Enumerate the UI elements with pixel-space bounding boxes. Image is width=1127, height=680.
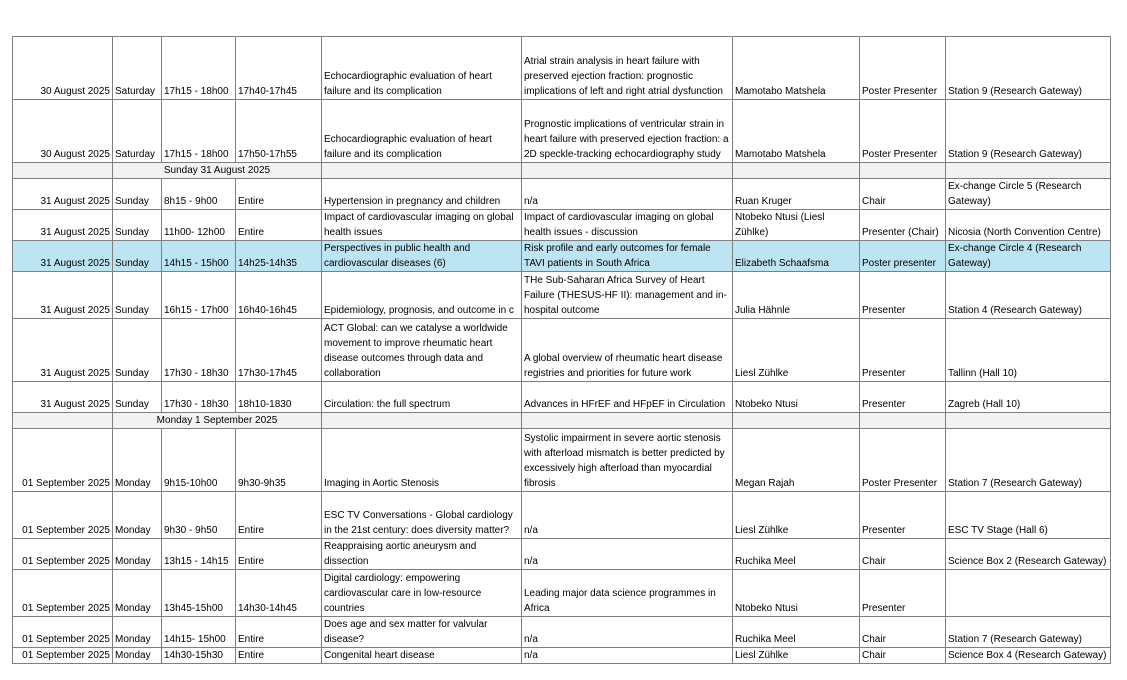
table-row (13, 272, 1111, 319)
session-title-cell[interactable]: Reappraising aortic aneurysm and dissection (322, 539, 522, 570)
role-cell[interactable]: Presenter (860, 382, 946, 413)
weekday-cell[interactable]: Saturday (113, 100, 162, 163)
day-separator-cell (860, 163, 946, 179)
location-cell[interactable]: Station 7 (Research Gateway) (946, 617, 1111, 648)
session-title-cell[interactable]: Echocardiographic evaluation of heart failure and its complication (322, 100, 522, 163)
date-cell[interactable]: 30 August 2025 (13, 37, 113, 100)
table-row (13, 429, 1111, 492)
day-separator-cell (13, 163, 113, 179)
table-row (13, 382, 1111, 413)
presentation-title-cell[interactable]: Atrial strain analysis in heart failure with preserved ejection fraction: prognostic implications of left and right atrial dysfunction (522, 37, 733, 100)
presentation-title-cell[interactable]: n/a (522, 648, 733, 664)
person-cell[interactable]: Mamotabo Matshela (733, 100, 860, 163)
session-title-cell[interactable]: Digital cardiology: empowering cardiovascular care in low-resource countries (322, 570, 522, 617)
presentation-title-cell[interactable]: THe Sub-Saharan Africa Survey of Heart Failure (THESUS-HF II): management and in-hospital outcome (522, 272, 733, 319)
location-cell[interactable]: Zagreb (Hall 10) (946, 382, 1111, 413)
location-cell[interactable]: ESC TV Stage (Hall 6) (946, 492, 1111, 539)
weekday-cell[interactable]: Sunday (113, 210, 162, 241)
presentation-title-cell[interactable]: Advances in HFrEF and HFpEF in Circulation (522, 382, 733, 413)
weekday-cell[interactable]: Sunday (113, 382, 162, 413)
session-title-cell[interactable]: Imaging in Aortic Stenosis (322, 429, 522, 492)
location-cell[interactable]: Ex-change Circle 4 (Research Gateway) (946, 241, 1111, 272)
location-cell[interactable] (946, 570, 1111, 617)
date-cell[interactable]: 31 August 2025 (13, 319, 113, 382)
slot-time-cell[interactable]: Entire (236, 492, 322, 539)
presentation-title-cell[interactable]: n/a (522, 179, 733, 210)
session-time-cell[interactable]: 11h00- 12h00 (162, 210, 236, 241)
table-row (13, 37, 1111, 100)
slot-time-cell[interactable]: 16h40-16h45 (236, 272, 322, 319)
day-separator-cell (522, 413, 733, 429)
date-cell[interactable]: 31 August 2025 (13, 272, 113, 319)
presentation-title-cell[interactable]: Leading major data science programmes in Africa (522, 570, 733, 617)
presentation-title-cell[interactable]: Systolic impairment in severe aortic stenosis with afterload mismatch is better predicted by excessively high afterload than myocardial fibrosis (522, 429, 733, 492)
person-cell[interactable]: Liesl Zühlke (733, 492, 860, 539)
date-cell[interactable]: 31 August 2025 (13, 382, 113, 413)
role-cell[interactable]: Poster Presenter (860, 37, 946, 100)
day-separator-row (13, 413, 1111, 429)
slot-time-cell[interactable]: Entire (236, 210, 322, 241)
location-cell[interactable]: Ex-change Circle 5 (Research Gateway) (946, 179, 1111, 210)
weekday-cell[interactable]: Sunday (113, 179, 162, 210)
session-time-cell[interactable]: 13h45-15h00 (162, 570, 236, 617)
role-cell[interactable]: Chair (860, 648, 946, 664)
session-time-cell[interactable]: 14h15- 15h00 (162, 617, 236, 648)
date-cell[interactable]: 01 September 2025 (13, 429, 113, 492)
presentation-title-cell[interactable]: Impact of cardiovascular imaging on global health issues - discussion (522, 210, 733, 241)
table-row (13, 492, 1111, 539)
date-cell[interactable]: 01 September 2025 (13, 570, 113, 617)
session-title-cell[interactable]: Impact of cardiovascular imaging on global health issues (322, 210, 522, 241)
weekday-cell[interactable]: Saturday (113, 37, 162, 100)
slot-time-cell[interactable]: 14h25-14h35 (236, 241, 322, 272)
person-cell[interactable]: Ruan Kruger (733, 179, 860, 210)
session-time-cell[interactable]: 13h15 - 14h15 (162, 539, 236, 570)
slot-time-cell[interactable]: 17h30-17h45 (236, 319, 322, 382)
day-separator-cell (946, 163, 1111, 179)
location-cell[interactable]: Science Box 2 (Research Gateway) (946, 539, 1111, 570)
weekday-cell[interactable]: Monday (113, 492, 162, 539)
location-cell[interactable]: Station 7 (Research Gateway) (946, 429, 1111, 492)
day-separator-cell (522, 163, 733, 179)
slot-time-cell[interactable]: 17h50-17h55 (236, 100, 322, 163)
day-separator-label: Sunday 31 August 2025 (113, 163, 322, 179)
weekday-cell[interactable]: Monday (113, 539, 162, 570)
location-cell[interactable]: Station 9 (Research Gateway) (946, 37, 1111, 100)
person-cell[interactable]: Julia Hähnle (733, 272, 860, 319)
session-title-cell[interactable]: Perspectives in public health and cardiovascular diseases (6) (322, 241, 522, 272)
table-row (13, 617, 1111, 648)
weekday-cell[interactable]: Monday (113, 648, 162, 664)
slot-time-cell[interactable]: 17h40-17h45 (236, 37, 322, 100)
presentation-title-cell[interactable]: Prognostic implications of ventricular strain in heart failure with preserved ejection fraction: a 2D speckle-tracking echocardiography study (522, 100, 733, 163)
person-cell[interactable]: Ruchika Meel (733, 617, 860, 648)
location-cell[interactable]: Tallinn (Hall 10) (946, 319, 1111, 382)
location-cell[interactable]: Station 9 (Research Gateway) (946, 100, 1111, 163)
role-cell[interactable]: Chair (860, 179, 946, 210)
table-row (13, 648, 1111, 664)
weekday-cell[interactable]: Sunday (113, 272, 162, 319)
slot-time-cell[interactable]: Entire (236, 539, 322, 570)
role-cell[interactable]: Presenter (860, 272, 946, 319)
role-cell[interactable]: Poster Presenter (860, 429, 946, 492)
person-cell[interactable]: Elizabeth Schaafsma (733, 241, 860, 272)
slot-time-cell[interactable]: Entire (236, 617, 322, 648)
slot-time-cell[interactable]: 18h10-1830 (236, 382, 322, 413)
table-row (13, 319, 1111, 382)
date-cell[interactable]: 01 September 2025 (13, 492, 113, 539)
role-cell[interactable]: Presenter (860, 570, 946, 617)
date-cell[interactable]: 01 September 2025 (13, 617, 113, 648)
table-row (13, 570, 1111, 617)
day-separator-cell (322, 413, 522, 429)
date-cell[interactable]: 30 August 2025 (13, 100, 113, 163)
day-separator-cell (946, 413, 1111, 429)
slot-time-cell[interactable]: Entire (236, 179, 322, 210)
session-time-cell[interactable]: 17h15 - 18h00 (162, 100, 236, 163)
table-row (13, 179, 1111, 210)
table-row (13, 100, 1111, 163)
day-separator-cell (13, 413, 113, 429)
session-title-cell[interactable]: Congenital heart disease (322, 648, 522, 664)
role-cell[interactable]: Poster presenter (860, 241, 946, 272)
presentation-title-cell[interactable]: Risk profile and early outcomes for female TAVI patients in South Africa (522, 241, 733, 272)
person-cell[interactable]: Ntobeko Ntusi (Liesl Zühlke) (733, 210, 860, 241)
person-cell[interactable]: Ntobeko Ntusi (733, 382, 860, 413)
weekday-cell[interactable]: Monday (113, 570, 162, 617)
date-cell[interactable]: 01 September 2025 (13, 648, 113, 664)
day-separator-cell (733, 413, 860, 429)
role-cell[interactable]: Chair (860, 539, 946, 570)
person-cell[interactable]: Ntobeko Ntusi (733, 570, 860, 617)
person-cell[interactable]: Ruchika Meel (733, 539, 860, 570)
table-row (13, 210, 1111, 241)
session-title-cell[interactable]: Hypertension in pregnancy and children (322, 179, 522, 210)
presentation-title-cell[interactable]: n/a (522, 539, 733, 570)
role-cell[interactable]: Poster Presenter (860, 100, 946, 163)
date-cell[interactable]: 31 August 2025 (13, 179, 113, 210)
location-cell[interactable]: Station 4 (Research Gateway) (946, 272, 1111, 319)
role-cell[interactable]: Presenter (Chair) (860, 210, 946, 241)
date-cell[interactable]: 31 August 2025 (13, 241, 113, 272)
role-cell[interactable]: Presenter (860, 492, 946, 539)
session-time-cell[interactable]: 17h30 - 18h30 (162, 382, 236, 413)
role-cell[interactable]: Chair (860, 617, 946, 648)
session-title-cell[interactable]: ESC TV Conversations - Global cardiology in the 21st century: does diversity matter? (322, 492, 522, 539)
slot-time-cell[interactable]: 14h30-14h45 (236, 570, 322, 617)
weekday-cell[interactable]: Sunday (113, 241, 162, 272)
presentation-title-cell[interactable]: n/a (522, 492, 733, 539)
weekday-cell[interactable]: Monday (113, 429, 162, 492)
session-time-cell[interactable]: 17h15 - 18h00 (162, 37, 236, 100)
person-cell[interactable]: Megan Rajah (733, 429, 860, 492)
session-title-cell[interactable]: Epidemiology, prognosis, and outcome in c (322, 272, 522, 319)
session-time-cell[interactable]: 8h15 - 9h00 (162, 179, 236, 210)
weekday-cell[interactable]: Sunday (113, 319, 162, 382)
slot-time-cell[interactable]: 9h30-9h35 (236, 429, 322, 492)
person-cell[interactable]: Liesl Zühlke (733, 648, 860, 664)
presentation-title-cell[interactable]: A global overview of rheumatic heart disease registries and priorities for future work (522, 319, 733, 382)
session-title-cell[interactable]: Echocardiographic evaluation of heart failure and its complication (322, 37, 522, 100)
session-time-cell[interactable]: 9h15-10h00 (162, 429, 236, 492)
date-cell[interactable]: 01 September 2025 (13, 539, 113, 570)
session-time-cell[interactable]: 16h15 - 17h00 (162, 272, 236, 319)
date-cell[interactable]: 31 August 2025 (13, 210, 113, 241)
schedule-table (12, 36, 1111, 664)
weekday-cell[interactable]: Monday (113, 617, 162, 648)
day-separator-row (13, 163, 1111, 179)
session-time-cell[interactable]: 9h30 - 9h50 (162, 492, 236, 539)
day-separator-label: Monday 1 September 2025 (113, 413, 322, 429)
session-title-cell[interactable]: Circulation: the full spectrum (322, 382, 522, 413)
day-separator-cell (322, 163, 522, 179)
role-cell[interactable]: Presenter (860, 319, 946, 382)
session-title-cell[interactable]: ACT Global: can we catalyse a worldwide movement to improve rheumatic heart disease outcomes through data and collaboration (322, 319, 522, 382)
day-separator-cell (860, 413, 946, 429)
session-time-cell[interactable]: 14h15 - 15h00 (162, 241, 236, 272)
person-cell[interactable]: Mamotabo Matshela (733, 37, 860, 100)
location-cell[interactable]: Nicosia (North Convention Centre) (946, 210, 1111, 241)
session-time-cell[interactable]: 17h30 - 18h30 (162, 319, 236, 382)
presentation-title-cell[interactable]: n/a (522, 617, 733, 648)
location-cell[interactable]: Science Box 4 (Research Gateway) (946, 648, 1111, 664)
session-title-cell[interactable]: Does age and sex matter for valvular disease? (322, 617, 522, 648)
slot-time-cell[interactable]: Entire (236, 648, 322, 664)
session-time-cell[interactable]: 14h30-15h30 (162, 648, 236, 664)
day-separator-cell (733, 163, 860, 179)
person-cell[interactable]: Liesl Zühlke (733, 319, 860, 382)
table-row (13, 241, 1111, 272)
table-row (13, 539, 1111, 570)
